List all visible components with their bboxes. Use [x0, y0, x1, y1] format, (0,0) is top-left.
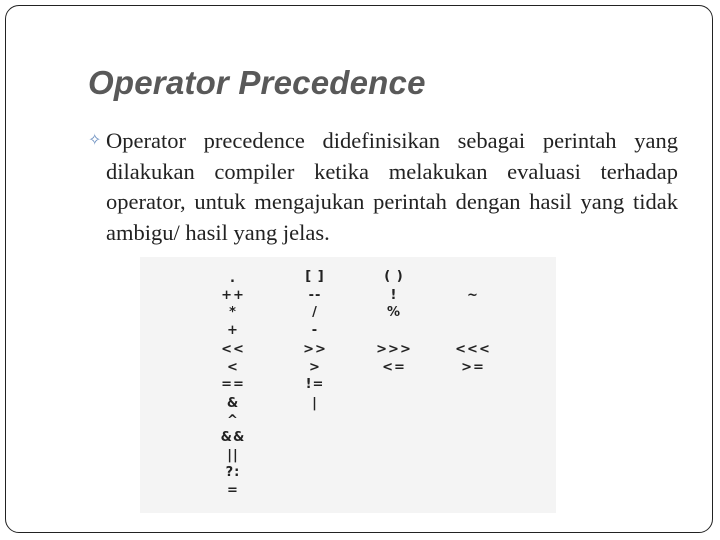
operator-cell: !: [390, 288, 398, 303]
operator-cell: <<: [221, 342, 245, 357]
operator-cell: /: [312, 305, 318, 320]
operator-cell: &&: [220, 430, 246, 445]
operator-cell: >>: [303, 342, 327, 357]
operator-cell: <=: [382, 360, 406, 375]
operator-cell: !=: [305, 377, 325, 392]
operator-cell: %: [386, 305, 402, 320]
operator-cell: ==: [221, 377, 245, 392]
operator-cell: ^: [227, 413, 239, 428]
operator-cell: [ ]: [305, 269, 325, 284]
bullet-paragraph: [88, 126, 678, 248]
operator-cell: >=: [461, 360, 485, 375]
operator-cell: ||: [227, 448, 239, 463]
operator-cell: |: [312, 396, 318, 411]
operator-cell: ?:: [225, 465, 241, 480]
operator-cell: =: [227, 483, 239, 498]
operator-cell: <<<: [455, 342, 491, 357]
operator-cell: ( ): [384, 269, 404, 284]
operator-precedence-table: [140, 257, 556, 513]
operator-cell: -: [311, 323, 319, 338]
operator-cell: .: [230, 271, 236, 286]
operator-cell: *: [229, 305, 237, 320]
operator-cell: &: [226, 396, 240, 411]
operator-cell: ~: [467, 288, 479, 303]
operator-cell: >: [309, 360, 321, 375]
operator-cell: <: [227, 360, 239, 375]
operator-cell: +: [227, 323, 239, 338]
bullet-text: Operator precedence didefinisikan sebagai perintah yang dilakukan compiler ketika melakukan evaluasi terhadap operator, untuk mengajukan perintah dengan hasil yang tidak ambigu/ hasil yang jelas.: [106, 128, 678, 245]
operator-cell: --: [308, 288, 322, 303]
bullet-icon: ✧: [88, 132, 102, 149]
slide-title: Operator Precedence: [88, 64, 426, 101]
operator-cell: ++: [221, 288, 245, 303]
operator-cell: >>>: [376, 342, 412, 357]
